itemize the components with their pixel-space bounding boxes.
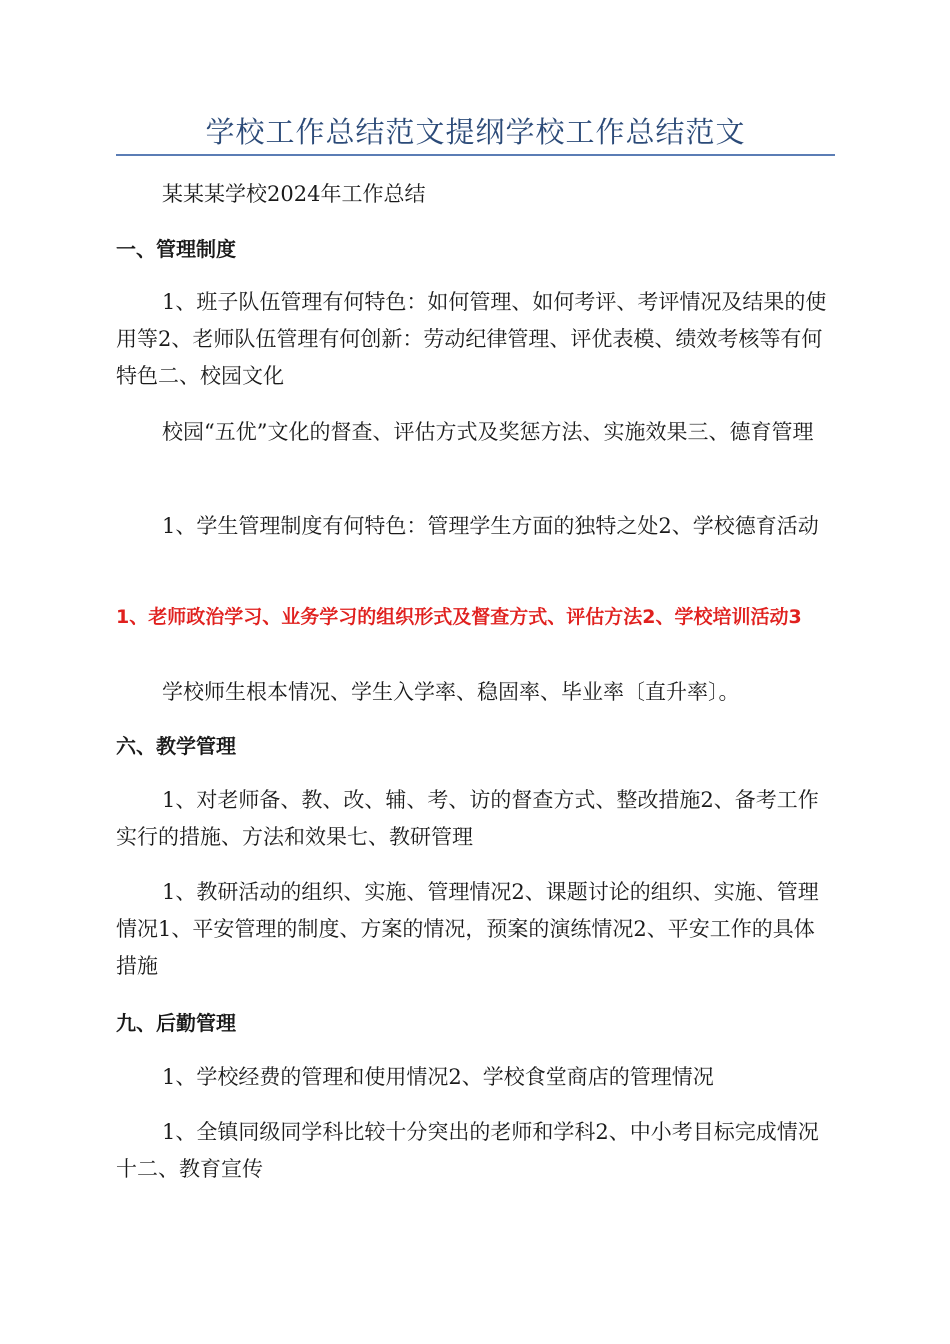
- paragraph-research-safety: 1、教研活动的组织、实施、管理情况2、课题讨论的组织、实施、管理情况1、平安管理的制度、方案的情况，预案的演练情况2、平安工作的具体措施: [116, 880, 819, 978]
- title-underline: [116, 154, 835, 156]
- subtitle-paragraph: 某某某学校2024年工作总结: [162, 182, 426, 206]
- section-heading-management: 一、管理制度: [116, 237, 236, 261]
- section-heading-logistics: 九、后勤管理: [116, 1011, 236, 1035]
- paragraph-outstanding-teachers: 1、全镇同级同学科比较十分突出的老师和学科2、中小考目标完成情况十二、教育宣传: [116, 1120, 819, 1181]
- paragraph-team-management: 1、班子队伍管理有何特色：如何管理、如何考评、考评情况及结果的使用等2、老师队伍管理有何创新：劳动纪律管理、评优表模、绩效考核等有何特色二、校园文化: [116, 290, 827, 388]
- document-title: 学校工作总结范文提纲学校工作总结范文: [205, 115, 746, 149]
- paragraph-campus-culture: 校园“五优”文化的督查、评估方式及奖惩方法、实施效果三、德育管理: [162, 420, 814, 444]
- highlighted-red-heading: 1、老师政治学习、业务学习的组织形式及督查方式、评估方法2、学校培训活动3: [116, 606, 802, 628]
- paragraph-teacher-supervision: 1、对老师备、教、改、辅、考、访的督查方式、整改措施2、备考工作实行的措施、方法和效果七、教研管理: [116, 788, 819, 849]
- section-heading-teaching: 六、教学管理: [116, 734, 236, 758]
- paragraph-funds-canteen: 1、学校经费的管理和使用情况2、学校食堂商店的管理情况: [162, 1065, 714, 1089]
- paragraph-enrollment: 学校师生根本情况、学生入学率、稳固率、毕业率〔直升率〕。: [162, 680, 740, 704]
- paragraph-student-management: 1、学生管理制度有何特色：管理学生方面的独特之处2、学校德育活动: [162, 514, 819, 538]
